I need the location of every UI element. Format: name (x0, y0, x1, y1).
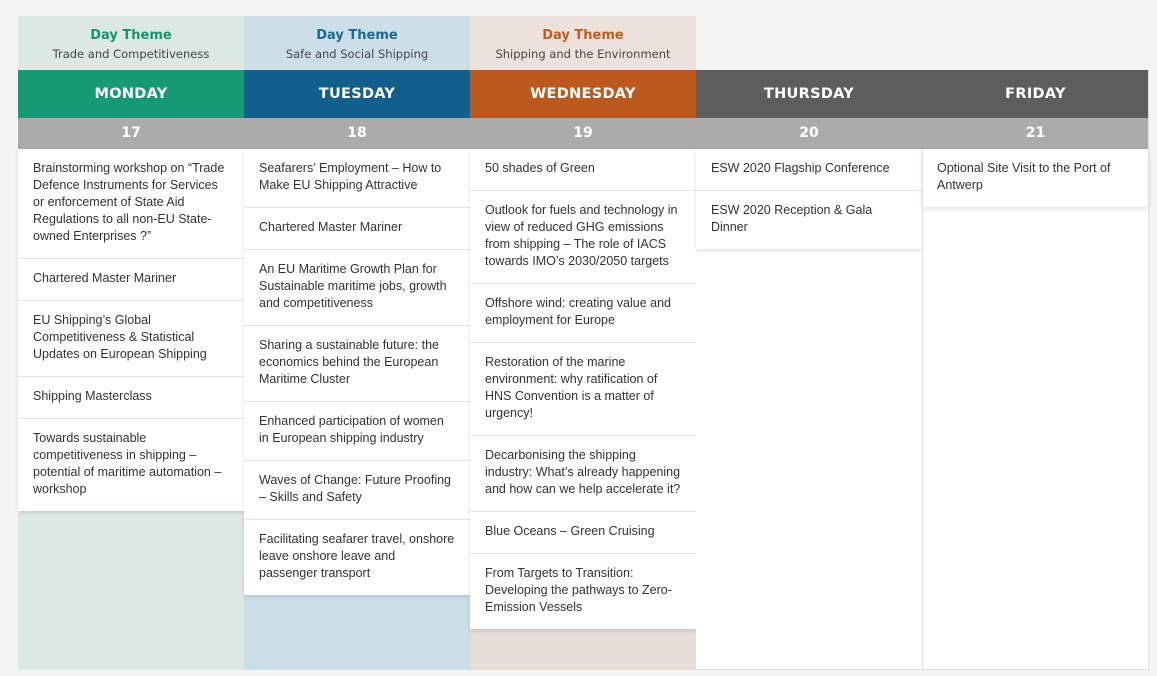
theme-title: Day Theme (316, 28, 398, 43)
theme-title: Day Theme (90, 28, 172, 43)
event-item[interactable]: Shipping Masterclass (18, 377, 244, 419)
day-header-monday: MONDAY (18, 70, 244, 118)
theme-monday (18, 16, 244, 70)
theme-tuesday (244, 16, 470, 70)
event-item[interactable]: Enhanced participation of women in European shipping industry (244, 402, 470, 461)
theme-subtitle: Trade and Competitiveness (52, 47, 210, 61)
date-friday: 21 (922, 118, 1149, 149)
theme-title: Day Theme (542, 28, 624, 43)
event-list (922, 149, 1149, 207)
column-thursday (696, 149, 922, 670)
day-header-thursday: THURSDAY (696, 70, 922, 118)
event-item[interactable]: Facilitating seafarer travel, onshore leave onshore leave and passenger transport (259, 532, 455, 580)
event-item[interactable]: Sharing a sustainable future: the economics behind the European Maritime Cluster (244, 326, 470, 402)
week-schedule (18, 16, 1149, 670)
event-item[interactable]: Chartered Master Mariner (18, 259, 244, 301)
event-list (244, 149, 470, 595)
day-header-wednesday: WEDNESDAY (470, 70, 696, 118)
event-item[interactable]: Restoration of the marine environment: why ratification of HNS Convention is a matter of urgency! (470, 343, 696, 436)
event-item[interactable]: Seafarers’ Employment – How to Make EU Shipping Attractive (244, 149, 470, 208)
bottom-border (696, 669, 1149, 670)
day-header-tuesday: TUESDAY (244, 70, 470, 118)
theme-subtitle: Shipping and the Environment (495, 47, 671, 61)
column-friday (922, 149, 1149, 670)
event-item[interactable]: Outlook for fuels and technology in view of reduced GHG emissions from shipping – The role of IACS towards IMO’s 2030/2050 targets (470, 191, 696, 284)
theme-subtitle: Safe and Social Shipping (285, 47, 429, 61)
day-header-friday: FRIDAY (922, 70, 1149, 118)
date-monday: 17 (18, 118, 244, 149)
column-monday (18, 149, 244, 670)
event-item[interactable]: ESW 2020 Flagship Conference (696, 149, 922, 191)
event-item[interactable]: EU Shipping’s Global Competitiveness & Statistical Updates on European Shipping (18, 301, 244, 377)
event-item[interactable]: Blue Oceans – Green Cruising (470, 512, 696, 554)
event-item[interactable]: ESW 2020 Reception & Gala Dinner (711, 203, 873, 234)
event-list (18, 149, 244, 511)
event-item[interactable]: Offshore wind: creating value and employment for Europe (470, 284, 696, 343)
theme-wednesday (470, 16, 696, 70)
event-list (696, 149, 922, 249)
event-item[interactable]: 50 shades of Green (470, 149, 696, 191)
event-item[interactable]: Chartered Master Mariner (244, 208, 470, 250)
event-item[interactable]: An EU Maritime Growth Plan for Sustainable maritime jobs, growth and competitiveness (244, 250, 470, 326)
date-thursday: 20 (696, 118, 922, 149)
event-item[interactable]: Optional Site Visit to the Port of Antwerp (937, 161, 1111, 192)
event-item[interactable]: Towards sustainable competitiveness in shipping – potential of maritime automation –workshop (33, 431, 222, 496)
date-tuesday: 18 (244, 118, 470, 149)
date-wednesday: 19 (470, 118, 696, 149)
column-wednesday (470, 149, 696, 670)
column-divider (922, 149, 923, 670)
event-list (470, 149, 696, 629)
event-item[interactable]: Waves of Change: Future Proofing – Skills and Safety (244, 461, 470, 520)
event-item[interactable]: Decarbonising the shipping industry: What’s already happening and how can we help accelerate it? (470, 436, 696, 512)
right-border (1148, 70, 1149, 670)
event-item[interactable]: Brainstorming workshop on “Trade Defence Instruments for Services or enforcement of State Aid Regulations to all non-EU State-owned Enterprises ?” (18, 149, 244, 259)
event-item[interactable]: From Targets to Transition: Developing the pathways to Zero-Emission Vessels (485, 566, 672, 614)
column-tuesday (244, 149, 470, 670)
